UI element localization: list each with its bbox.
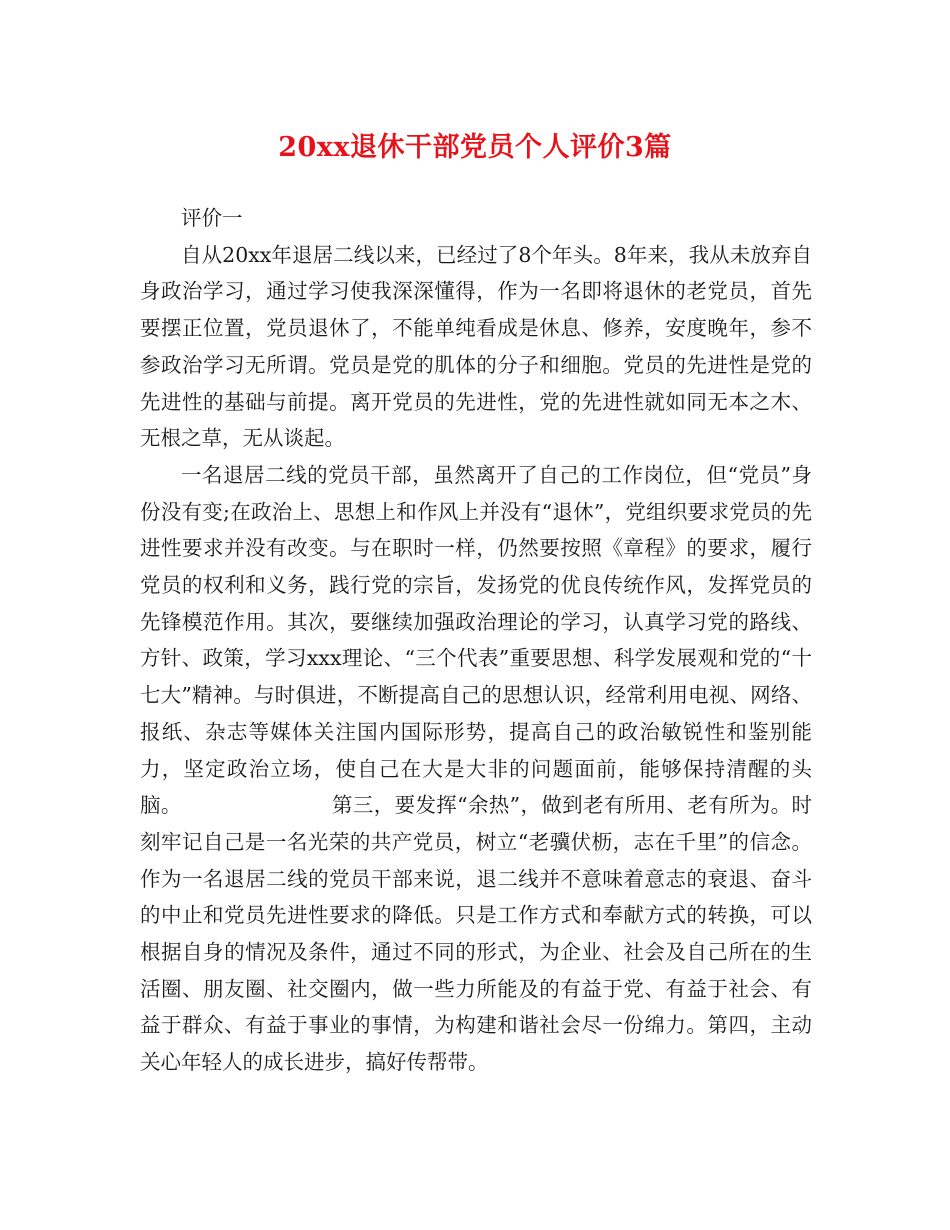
paragraph-1: 自从20xx年退居二线以来，已经过了8个年头。8年来，我从未放弃自身政治学习，通过学习使我深深懂得，作为一名即将退休的老党员，首先要摆正位置，党员退休了，不能单纯看成是休息、修养，安度晚年，参不参政治学习无所谓。党员是党的肌体的分子和细胞。党员的先进性是党的先进性的基础与前提。离开党员的先进性，党的先进性就如同无本之木、无根之草，无从谈起。 xyxy=(140,242,812,451)
document-body xyxy=(140,200,812,1081)
paragraph-2-part-2: 第三，要发挥“余热”，做到老有所用、老有所为。时刻牢记自己是一名光荣的共产党员，树立“老骥伏枥，志在千里”的信念。作为一名退居二线的党员干部来说，退二线并不意味着意志的衰退、奋斗的中止和党员先进性要求的降低。只是工作方式和奉献方式的转换，可以根据自身的情况及条件，通过不同的形式，为企业、社会及自己所在的生活圈、朋友圈、社交圈内，做一些力所能及的有益于党、有益于社会、有益于群众、有益于事业的事情，为构建和谐社会尽一份绵力。第四，主动关心年轻人的成长进步，搞好传帮带。 xyxy=(140,793,812,1075)
section-heading: 评价一 xyxy=(181,206,243,230)
paragraph-2-part-1: 一名退居二线的党员干部，虽然离开了自己的工作岗位，但“党员”身份没有变;在政治上、思想上和作风上并没有“退休”，党组织要求党员的先进性要求并没有改变。与在职时一样，仍然要按照《章程》的要求，履行党员的权利和义务，践行党的宗旨，发扬党的优良传统作风，发挥党员的先锋模范作用。其次，要继续加强政治理论的学习，认真学习党的路线、方针、政策，学习xxx理论、“三个代表”重要思想、科学发展观和党的“十七大”精神。与时俱进，不断提高自己的思想认识，经常利用电视、网络、报纸、杂志等媒体关注国内国际形势，提高自己的政治敏锐性和鉴别能力，坚定政治立场，使自己在大是大非的问题面前，能够保持清醒的头脑。 xyxy=(140,462,812,818)
document-title: 20xx退休干部党员个人评价3篇 xyxy=(278,132,672,163)
paragraph-2 xyxy=(140,457,812,1081)
